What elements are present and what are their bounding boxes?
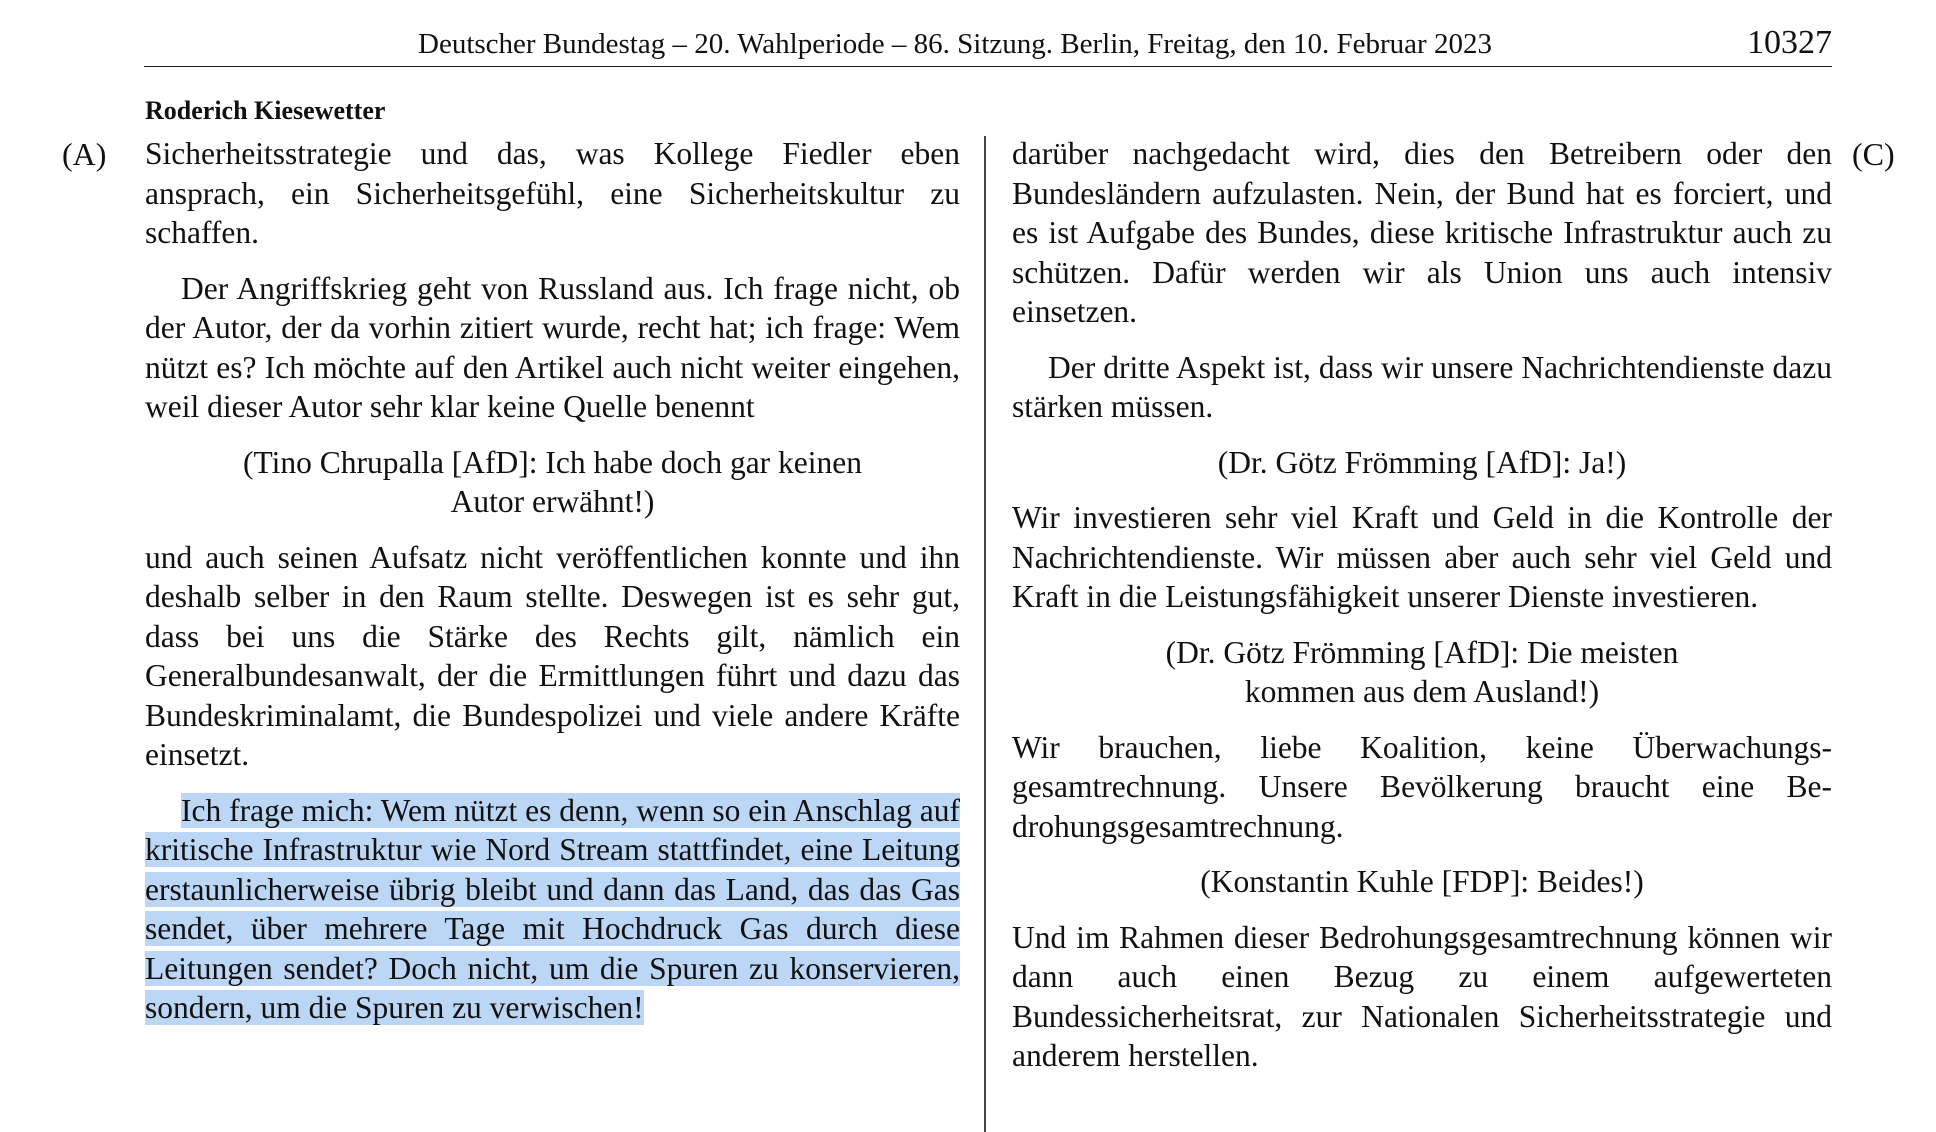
page-header bbox=[144, 22, 1832, 67]
paragraph: Sicherheitsstrategie und das, was Kollege Fiedler eben ansprach, ein Sicherheitsgefühl, eine Sicherheitskultur zu schaffen. bbox=[145, 136, 960, 250]
highlighted-paragraph[interactable] bbox=[145, 791, 960, 1028]
paragraph: Wir brauchen, liebe Koalition, keine Überwachungsgesamtrechnung. Unsere Bevölkerung braucht eine Bedrohungsgesamtrechnung. bbox=[1012, 729, 1832, 844]
right-column bbox=[1012, 134, 1832, 1076]
margin-marker-c: (C) bbox=[1852, 136, 1895, 172]
interjection: (Dr. Götz Frömming [AfD]: Die meisten kommen aus dem Ausland!) bbox=[1165, 634, 1679, 709]
speaker-name: Roderich Kiesewetter bbox=[145, 96, 386, 125]
paragraph: Der Angriffskrieg geht von Russland aus. Ich frage nicht, ob der Autor, der da vorhin zitiert wurde, recht hat; ich frage: Wem nützt es? Ich möchte auf den Artikel auch nicht weiter eingehen, weil dieser Autor sehr klar keine Quelle benennt bbox=[145, 270, 960, 424]
interjection: (Dr. Götz Frömming [AfD]: Ja!) bbox=[1217, 444, 1627, 480]
margin-marker-a: (A) bbox=[62, 136, 107, 172]
paragraph: Und im Rahmen dieser Bedrohungsgesamtrechnung können wir dann auch einen Bezug zu einem aufgewerteten Bundessicherheitsrat, zur Nationalen Sicherheitsstrategie und anderem herstellen. bbox=[1012, 919, 1832, 1073]
paragraph: Wir investieren sehr viel Kraft und Geld in die Kontrolle der Nachrichtendienste. Wir müssen aber auch sehr viel Geld und Kraft in die Leistungsfähigkeit unserer Dienste investieren. bbox=[1012, 500, 1832, 614]
interjection: (Konstantin Kuhle [FDP]: Beides!) bbox=[1200, 864, 1644, 899]
column-divider bbox=[984, 136, 986, 1132]
paragraph: Der dritte Aspekt ist, dass wir unsere Nachrichtendienste dazu stärken müssen. bbox=[1012, 349, 1832, 424]
paragraph: darüber nachgedacht wird, dies den Betreibern oder den Bundesländern aufzulasten. Nein, der Bund hat es forciert, und es ist Aufgabe des Bundes, diese kritische Infrastruktur auch zu schützen. Dafür werden wir als Union uns auch intensiv einsetzen. bbox=[1012, 136, 1832, 329]
interjection: (Tino Chrupalla [AfD]: Ich habe doch gar keinen Autor erwähnt!) bbox=[242, 444, 863, 519]
paragraph: und auch seinen Aufsatz nicht veröffentlichen konnte und ihn deshalb selber in den Raum stellte. Deswegen ist es sehr gut, dass bei uns die Stärke des Rechts gilt, nämlich ein Generalbundesanwalt, der die Ermittlungen führt und dazu das Bundeskriminalamt, die Bundespolizei und viele andere Kräfte einsetzt. bbox=[145, 539, 960, 772]
header-title: Deutscher Bundestag – 20. Wahlperiode – 86. Sitzung. Berlin, Freitag, den 10. Februar 2023 bbox=[418, 28, 1492, 60]
text-selection-highlight[interactable]: Ich frage mich: Wem nützt es denn, wenn so ein Anschlag auf kritische Infrastruktur wie Nord Stream stattfindet, eine Leitung erstaunlicherweise übrig bleibt und dann das Land, das das Gas sendet, über mehrere Tage mit Hochdruck Gas durch diese Leitungen sendet? Doch nicht, um die Spuren zu konservieren, sondern, um die Spuren zu verwischen! bbox=[145, 792, 960, 1025]
left-column bbox=[145, 134, 960, 1028]
page-number: 10327 bbox=[1747, 24, 1832, 61]
